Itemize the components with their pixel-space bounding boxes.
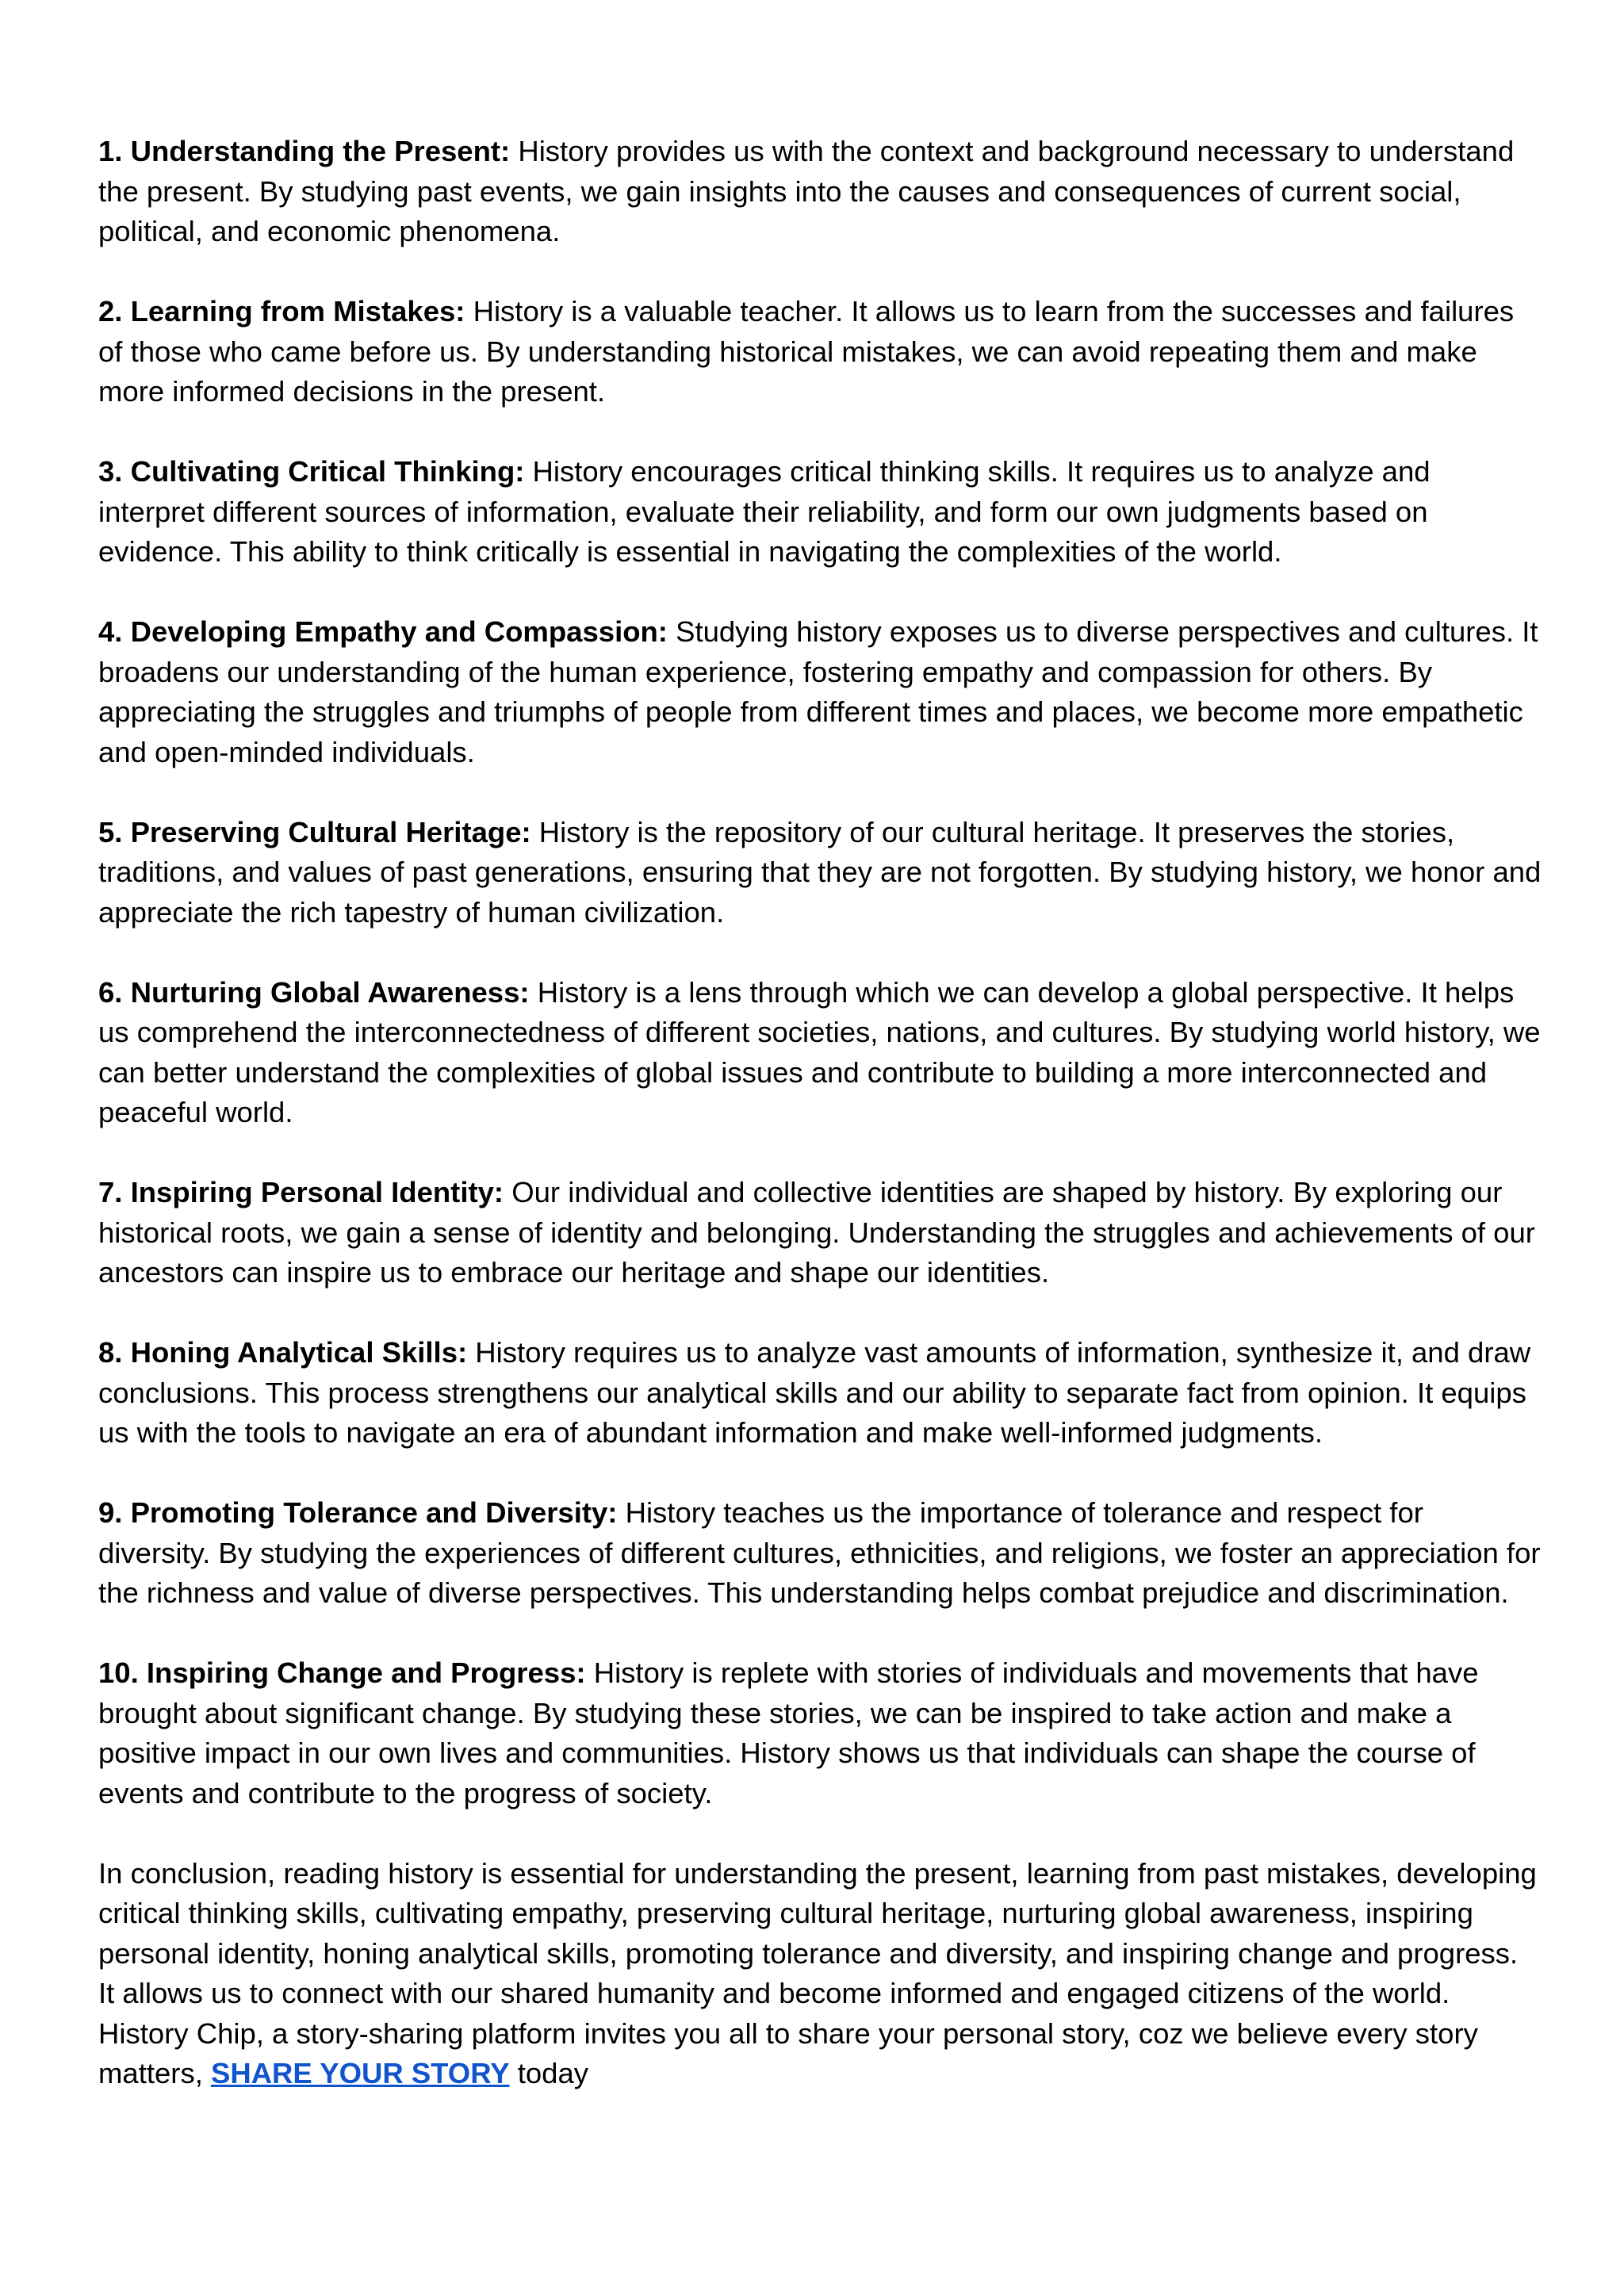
point-paragraph-8	[98, 1333, 1542, 1453]
conclusion-text-end: today	[509, 2057, 588, 2089]
point-heading-3: 3. Cultivating Critical Thinking:	[98, 455, 525, 488]
point-text-5: History is the repository of our cultural heritage. It preserves the stories, traditions, and values of past generations, ensuring that they are not forgotten. By studying history, we honor and appreciate the rich tapestry of human civilization.	[98, 815, 1542, 929]
point-text-9: History teaches us the importance of tolerance and respect for diversity. By studying the experiences of different cultures, ethnicities, and religions, we foster an appreciation for the richness and value of diverse perspectives. This understanding helps combat prejudice and discrimination.	[98, 1496, 1541, 1609]
share-your-story-link[interactable]: SHARE YOUR STORY	[210, 2057, 510, 2089]
point-text-10: History is replete with stories of individuals and movements that have brought about significant change. By studying these stories, we can be inspired to take action and make a positive impact in our own lives and communities. History shows us that individuals can shape the course of events and contribute to the progress of society.	[98, 1656, 1479, 1810]
point-text-6: History is a lens through which we can develop a global perspective. It helps us comprehend the interconnectedness of different societies, nations, and cultures. By studying world history, we can better understand the complexities of global issues and contribute to building a more interconnected and peaceful world.	[98, 975, 1541, 1128]
point-paragraph-5	[98, 813, 1542, 933]
point-heading-8: 8. Honing Analytical Skills:	[98, 1336, 468, 1369]
point-text-4: Studying history exposes us to diverse perspectives and cultures. It broadens our understanding of the human experience, fostering empathy and compassion for others. By appreciating the struggles and triumphs of people from different times and places, we become more empathetic and open-minded individuals.	[98, 615, 1538, 768]
point-heading-2: 2. Learning from Mistakes:	[98, 295, 465, 327]
point-heading-5: 5. Preserving Cultural Heritage:	[98, 815, 531, 848]
point-paragraph-9	[98, 1493, 1542, 1614]
point-text-7: Our individual and collective identities are shaped by history. By exploring our historical roots, we gain a sense of identity and belonging. Understanding the struggles and achievements of our ancestors can inspire us to embrace our heritage and shape our identities.	[98, 1176, 1535, 1289]
point-paragraph-10	[98, 1653, 1542, 1813]
conclusion-text: In conclusion, reading history is essential for understanding the present, learning from past mistakes, developing critical thinking skills, cultivating empathy, preserving cultural heritage, nurturing global awareness, inspiring personal identity, honing analytical skills, promoting tolerance and diversity, and inspiring change and progress. It allows us to connect with our shared humanity and become informed and engaged citizens of the world. History Chip, a story-sharing platform invites you all to share your personal story, coz we believe every story matters,	[98, 1856, 1537, 2089]
point-paragraph-7	[98, 1173, 1542, 1293]
document-body	[98, 132, 1542, 2134]
point-heading-4: 4. Developing Empathy and Compassion:	[98, 615, 668, 648]
point-text-1: History provides us with the context and background necessary to understand the present. By studying past events, we gain insights into the causes and consequences of current social, political, and economic phenomena.	[98, 135, 1515, 247]
point-heading-10: 10. Inspiring Change and Progress:	[98, 1656, 586, 1689]
point-heading-9: 9. Promoting Tolerance and Diversity:	[98, 1496, 618, 1529]
point-paragraph-1	[98, 132, 1542, 252]
conclusion-paragraph	[98, 1854, 1542, 2094]
point-heading-7: 7. Inspiring Personal Identity:	[98, 1176, 504, 1208]
point-text-8: History requires us to analyze vast amounts of information, synthesize it, and draw conclusions. This process strengthens our analytical skills and our ability to separate fact from opinion. It equips us with the tools to navigate an era of abundant information and make well-informed judgments.	[98, 1336, 1531, 1449]
point-heading-1: 1. Understanding the Present:	[98, 135, 511, 167]
point-text-3: History encourages critical thinking skills. It requires us to analyze and interpret different sources of information, evaluate their reliability, and form our own judgments based on evidence. This ability to think critically is essential in navigating the complexities of the world.	[98, 455, 1431, 568]
point-paragraph-2	[98, 292, 1542, 412]
point-text-2: History is a valuable teacher. It allows us to learn from the successes and failures of those who came before us. By understanding historical mistakes, we can avoid repeating them and make more informed decisions in the present.	[98, 295, 1515, 408]
point-paragraph-4	[98, 612, 1542, 772]
point-heading-6: 6. Nurturing Global Awareness:	[98, 975, 530, 1009]
point-paragraph-3	[98, 452, 1542, 573]
point-paragraph-6	[98, 973, 1542, 1133]
